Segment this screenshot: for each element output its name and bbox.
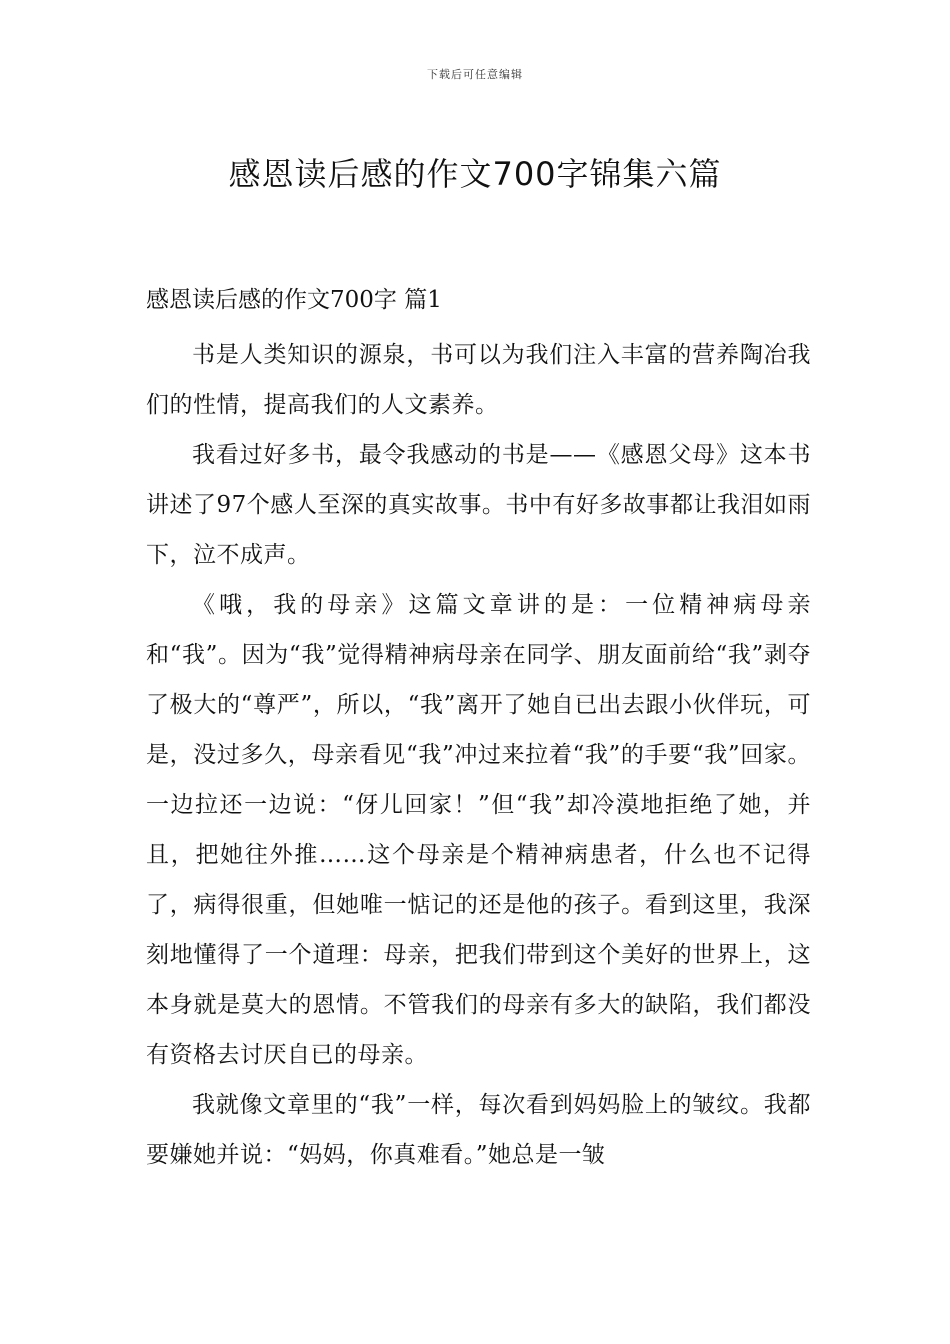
paragraph-4: 我就像文章里的“我”一样，每次看到妈妈脸上的皱纹。我都要嫌她并说：“妈妈，你真难看。”她总是一皱 bbox=[146, 1092, 811, 1168]
paragraph-3: 《哦，我的母亲》这篇文章讲的是：一位精神病母亲和“我”。因为“我”觉得精神病母亲在同学、朋友面前给“我”剥夺了极大的“尊严”，所以，“我”离开了她自已出去跟小伙伴玩，可是，没过多久，母亲看见“我”冲过来拉着“我”的手要“我”回家。一边拉还一边说：“伢儿回家！”但“我”却冷漠地拒绝了她，并且，把她往外推……这个母亲是个精神病患者，什么也不记得了，病得很重，但她唯一惦记的还是他的孩子。看到这里，我深刻地懂得了一个道理：母亲，把我们带到这个美好的世界上，这本身就是莫大的恩情。不管我们的母亲有多大的缺陷，我们都没有资格去讨厌自已的母亲。 bbox=[146, 592, 811, 1068]
paragraph-2: 我看过好多书，最令我感动的书是——《感恩父母》这本书讲述了97个感人至深的真实故事。书中有好多故事都让我泪如雨下，泣不成声。 bbox=[146, 442, 811, 568]
document-title: 感恩读后感的作文700字锦集六篇 bbox=[228, 155, 722, 194]
document-body bbox=[146, 280, 811, 1180]
paragraph-1: 书是人类知识的源泉，书可以为我们注入丰富的营养陶冶我们的性情，提高我们的人文素养。 bbox=[146, 342, 811, 418]
header-note: 下载后可任意编辑 bbox=[427, 68, 523, 81]
section-heading: 感恩读后感的作文700字 篇1 bbox=[146, 287, 442, 313]
